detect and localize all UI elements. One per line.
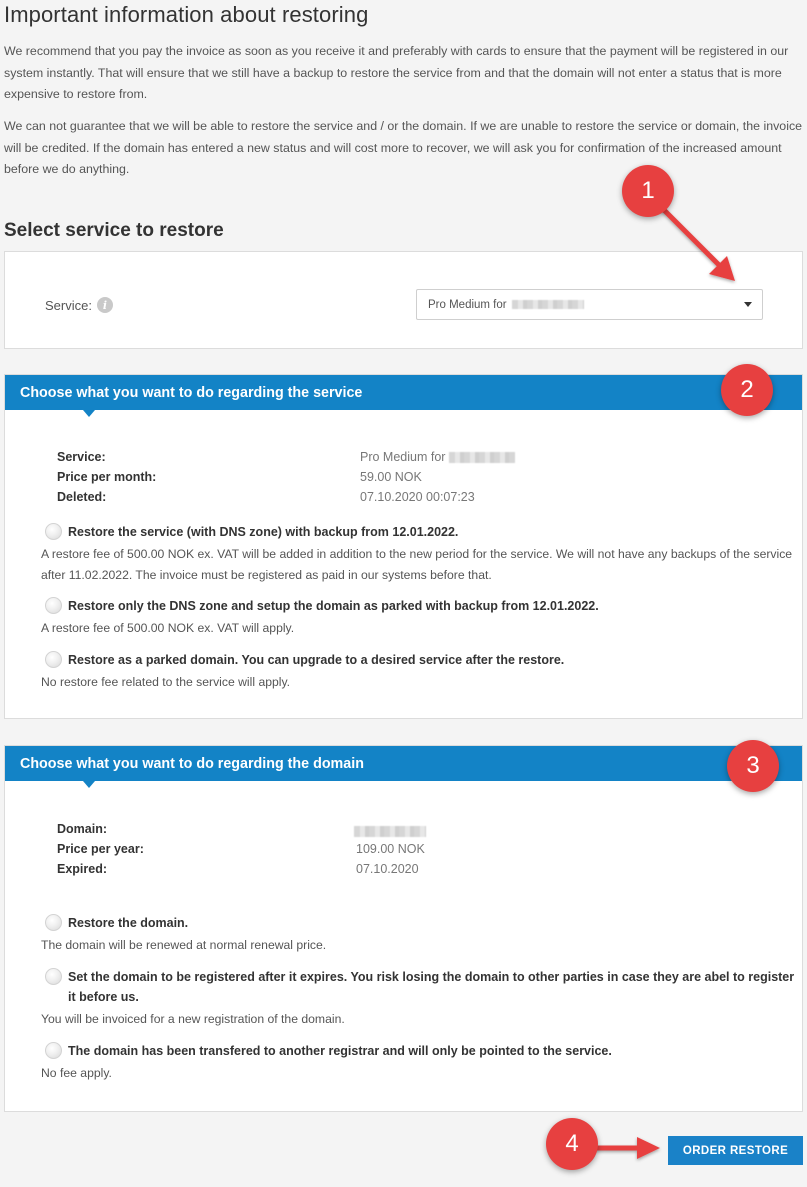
arrow-4-icon: [590, 1137, 660, 1159]
detail-key: Price per year:: [57, 842, 144, 856]
detail-key: Price per month:: [57, 470, 157, 484]
detail-value: 07.10.2020: [356, 862, 419, 876]
detail-key: Expired:: [57, 862, 108, 876]
annotation-badge-2: 2: [721, 364, 773, 416]
detail-key: Domain:: [57, 822, 107, 836]
intro-paragraph-2: We can not guarantee that we will be able to restore the service and / or the domain. If we are unable to restore the service or domain, the invoice will be credited. If the domain has entered a new status and will cost more to recover, we will ask you for confirmation of the increased amount before we do anything.: [4, 119, 803, 176]
service-dropdown-value: Pro Medium for: [428, 298, 507, 311]
option-description: The domain will be renewed at normal renewal price.: [41, 938, 327, 952]
detail-value: 07.10.2020 00:07:23: [360, 490, 475, 504]
detail-key: Service:: [57, 450, 106, 464]
option-label: The domain has been transfered to another registrar and will only be pointed to the service.: [68, 1044, 612, 1058]
select-service-heading: Select service to restore: [4, 220, 224, 241]
detail-value: Pro Medium for: [360, 450, 515, 464]
detail-value: 109.00 NOK: [356, 842, 425, 856]
option-label: Restore as a parked domain. You can upgrade to a desired service after the restore.: [68, 653, 565, 667]
option-label: Restore only the DNS zone and setup the domain as parked with backup from 12.01.2022.: [68, 599, 599, 613]
option-label: Set the domain to be registered after it expires. You risk losing the domain to other parties in case they are abel to register it before us.: [68, 970, 795, 1004]
option-description: You will be invoiced for a new registration of the domain.: [41, 1012, 345, 1026]
option-label: Restore the domain.: [68, 916, 189, 930]
option-label: Restore the service (with DNS zone) with backup from 12.01.2022.: [68, 525, 459, 539]
option-description: No restore fee related to the service will apply.: [41, 675, 291, 689]
service-label: Service:: [45, 297, 92, 313]
annotation-badge-3: 3: [727, 740, 779, 792]
option-description: No fee apply.: [41, 1066, 112, 1080]
option-description: A restore fee of 500.00 NOK ex. VAT will be added in addition to the new period for the service. We will not have any backups of the service after 11.02.2022. The invoice must be registered as paid in our systems before that.: [41, 547, 793, 582]
annotation-badge-4: 4: [546, 1118, 598, 1170]
page-title: Important information about restoring: [4, 2, 369, 27]
detail-value: 59.00 NOK: [360, 470, 422, 484]
domain-panel-heading: Choose what you want to do regarding the domain: [20, 755, 364, 772]
detail-key: Deleted:: [57, 490, 107, 504]
annotation-badge-1: 1: [622, 165, 674, 217]
arrow-1-icon: [662, 208, 735, 281]
info-icon[interactable]: i: [97, 297, 113, 313]
intro-paragraph-1: We recommend that you pay the invoice as soon as you receive it and preferably with cards to ensure that the payment will be registered in our system instantly. That will ensure that we still have a backup to restore the service from and that the domain will not enter a status that is more expensive to restore from.: [4, 44, 789, 101]
option-description: A restore fee of 500.00 NOK ex. VAT will apply.: [41, 621, 295, 635]
service-panel-heading: Choose what you want to do regarding the service: [20, 384, 363, 401]
order-restore-button[interactable]: ORDER RESTORE: [668, 1136, 803, 1165]
